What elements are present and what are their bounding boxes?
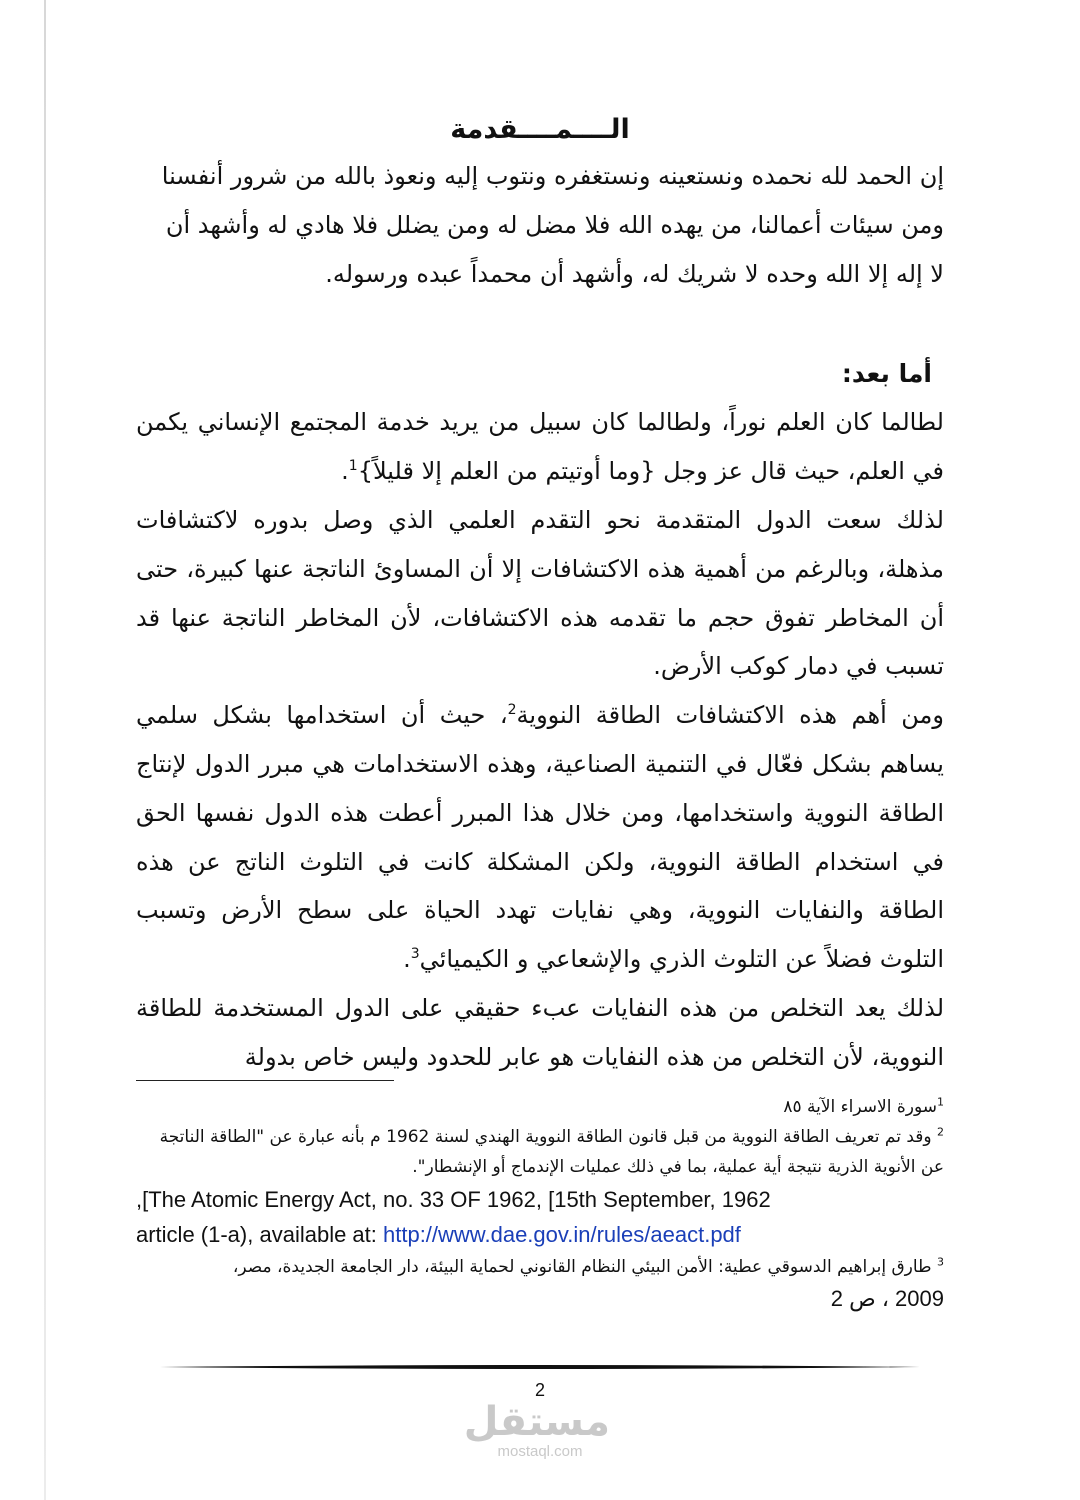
document-body	[136, 108, 944, 1082]
paragraph-1-text: لطالما كان العلم نوراً، ولطالما كان سبيل من يريد خدمة المجتمع الإنساني يكمن في العلم، حيث قال عز وجل {وما أوتيتم من العلم إلا قليلاً}	[136, 408, 944, 486]
footnote-2-link[interactable]: http://www.dae.gov.in/rules/aeact.pdf	[383, 1222, 741, 1247]
paragraph-2: لذلك سعت الدول المتقدمة نحو التقدم العلمي الذي وصل بدوره لاكتشافات مذهلة، وبالرغم من أهمية هذه الاكتشافات إلا أن المساوئ الناتجة عنها كبيرة، حتى أن المخاطر تفوق حجم ما تقدمه هذه الاكتشافات، لأن المخاطر الناتجة عنها قد تسبب في دمار كوكب الأرض.	[136, 505, 944, 681]
footnote-3-number: 3	[937, 1255, 944, 1269]
paragraph-1	[136, 398, 944, 496]
intro-line-3: لا إله إلا الله وحده لا شريك له، وأشهد أن محمداً عبده ورسوله.	[325, 259, 944, 288]
page-heading: الــــمــــقدمة	[450, 114, 630, 145]
footnote-3-text: طارق إبراهيم الدسوقي عطية: الأمن البيئي النظام القانوني لحماية البيئة، دار الجامعة الجديدة، مصر،	[232, 1257, 932, 1277]
paragraph-3	[136, 691, 944, 984]
footnote-1	[136, 1092, 944, 1122]
footnote-1-number: 1	[937, 1095, 944, 1109]
watermark-url: mostaql.com	[497, 1443, 583, 1460]
section-title: أما بعد:	[841, 359, 932, 389]
paragraph-3-end: .	[403, 945, 411, 974]
page-bottom-rule	[160, 1364, 920, 1370]
footnote-ref-3[interactable]: 3	[410, 946, 420, 963]
footnote-3	[136, 1252, 944, 1282]
page-edge	[44, 0, 46, 1500]
footnote-2-citation-line-1: ,[The Atomic Energy Act, no. 33 OF 1962, [15th September, 1962	[136, 1187, 771, 1212]
paragraph-3-start: ومن أهم هذه الاكتشافات الطاقة النووية	[516, 701, 944, 730]
page-number: 2	[534, 1380, 545, 1400]
footnote-separator	[136, 1080, 394, 1081]
footnote-2-text: وقد تم تعريف الطاقة النووية من قبل قانون الطاقة النووية الهندي لسنة 1962 م بأنه عبارة عن "الطاقة الناتجة عن الأنوية الذرية نتيجة أية عملية، بما في ذلك عمليات الإندماج أو الإنشطار".	[159, 1127, 944, 1177]
footnotes	[136, 1092, 944, 1316]
footnote-2-citation-prefix: article (1-a), available at:	[136, 1222, 383, 1247]
intro-line-2: ومن سيئات أعمالنا، من يهده الله فلا مضل له ومن يضلل فلا هادي له وأشهد أن	[165, 210, 944, 239]
mostaql-watermark	[463, 1399, 610, 1460]
footnote-2	[136, 1122, 944, 1182]
footnote-ref-1[interactable]: 1	[348, 458, 358, 475]
intro-paragraph	[136, 152, 944, 298]
intro-line-1: إن الحمد لله نحمده ونستعينه ونستغفره ونتوب إليه ونعوذ بالله من شرور أنفسنا	[161, 162, 944, 190]
watermark-logo: مستقل	[463, 1399, 610, 1445]
paragraph-3-mid: ، حيث أن استخدامها بشكل سلمي يساهم بشكل فعّال في التنمية الصناعية، وهذه الاستخدامات هي مبرر الدول لإنتاج الطاقة النووية واستخدامها، ومن خلال هذا المبرر أعطت هذه الدول نفسها الحق في استخدام الطاقة النووية، ولكن المشكلة كانت في التلوث الناتج عن هذه الطاقة والنفايات النووية، وهي نفايات تهدد الحياة على سطح الأرض وتسبب التلوث فضلاً عن التلوث الذري والإشعاعي و الكيميائي	[136, 701, 944, 974]
footnote-2-number: 2	[937, 1125, 944, 1139]
footnote-1-text: سورة الاسراء الآية ٨٥	[783, 1097, 937, 1117]
paragraph-1-end: .	[341, 457, 349, 486]
footnote-ref-2[interactable]: 2	[507, 702, 517, 719]
paragraph-4: لذلك يعد التخلص من هذه النفايات عبء حقيقي على الدول المستخدمة للطاقة النووية، لأن التخلص من هذه النفايات هو عابر للحدود وليس خاص بدولة	[136, 993, 944, 1071]
footnote-2-citation-line-2	[136, 1217, 944, 1252]
footnote-3-tail: 2009 ، ص 2	[830, 1286, 944, 1311]
